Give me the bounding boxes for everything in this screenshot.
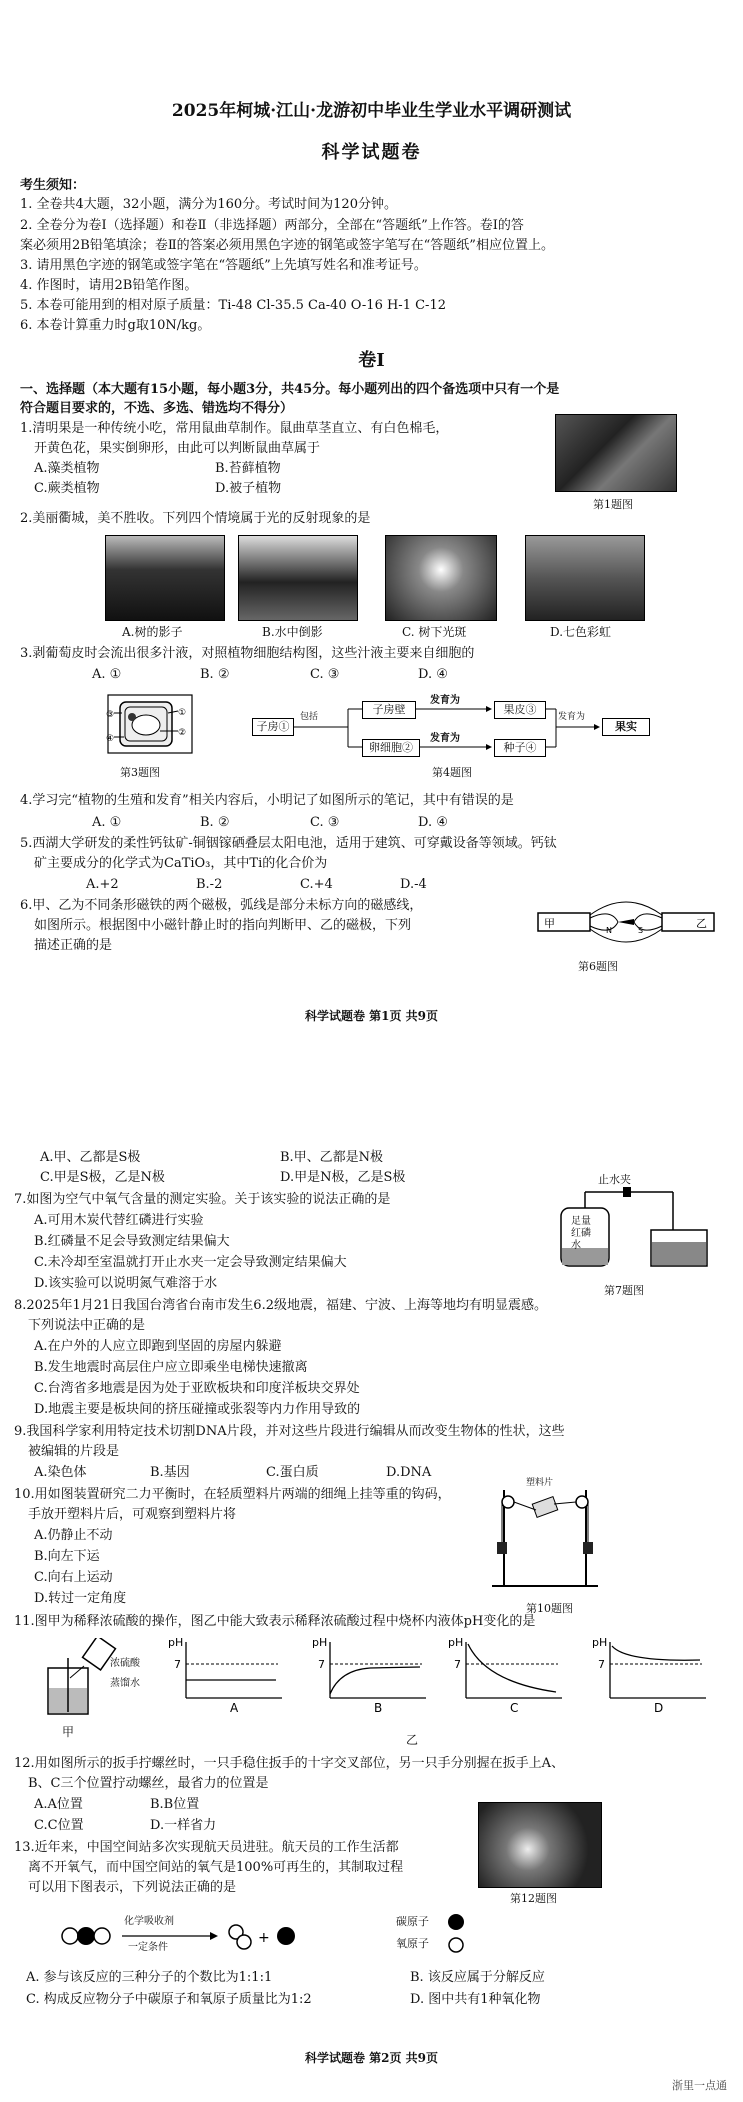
option-c: C. 构成反应物分子中碳原子和氧原子质量比为1:2	[26, 1992, 312, 2007]
question-11-stem: 11.图甲为稀释浓硫酸的操作，图乙中能大致表示稀释浓硫酸过程中烧杯内液体pH变化的是	[14, 1614, 536, 1629]
pole-yi: 乙	[696, 917, 707, 930]
label-contains: 包括	[300, 712, 319, 722]
option-c: C.蛋白质	[266, 1465, 319, 1480]
option-b: B.-2	[196, 877, 223, 892]
peel-box: 果皮③	[494, 701, 546, 719]
question-1-stem: 1.清明果是一种传统小吃，常用鼠曲草制作。鼠曲草茎直立、有白色棉毛，	[20, 421, 449, 436]
option-b: B.红磷量不足会导致测定结果偏大	[34, 1234, 230, 1249]
option-c: C. 树下光斑	[402, 625, 467, 639]
label-condition: 一定条件	[128, 1942, 168, 1953]
cell-label-4: ④	[106, 734, 115, 744]
question-1-stem: 开黄色花，果实倒卵形，由此可以判断鼠曲草属于	[34, 441, 321, 456]
question-8-stem: 下列说法中正确的是	[28, 1318, 146, 1333]
ph-graph-b	[310, 1634, 436, 1714]
option-c: C.+4	[300, 877, 333, 892]
ph-graph-c	[446, 1634, 572, 1714]
page-footer: 科学试题卷 第1页 共9页	[304, 1009, 439, 1023]
legend-oxygen: 氧原子	[396, 1937, 429, 1950]
ph-graph-d	[590, 1634, 716, 1714]
ovule-box: 子房①	[252, 718, 294, 736]
figure-caption: 第4题图	[432, 766, 472, 779]
figure-caption: 第1题图	[593, 498, 633, 511]
legend-carbon: 碳原子	[396, 1915, 429, 1928]
option-a: A.可用木炭代替红磷进行实验	[34, 1213, 204, 1228]
ph-7-label: 7	[454, 1658, 461, 1671]
rainbow-photo	[525, 535, 645, 621]
graph-label-d: D	[654, 1701, 664, 1714]
cell-label-1: ①	[178, 708, 187, 718]
question-3-stem: 3.剥葡萄皮时会流出很多汁液，对照植物细胞结构图，这些汁液主要来自细胞的	[20, 646, 475, 661]
egg-cell-box: 卵细胞②	[362, 739, 420, 757]
option-a: A.树的影子	[122, 625, 183, 639]
ph-axis-label: pH	[168, 1636, 184, 1649]
graph-label-c: C	[510, 1701, 519, 1714]
option-b: B.水中倒影	[262, 625, 323, 639]
exam-subtitle: 科学试题卷	[321, 142, 422, 163]
option-b: B.发生地震时高层住户应立即乘坐电梯快速撤离	[34, 1360, 308, 1375]
option-b: B. ②	[200, 667, 230, 682]
option-c: C. ③	[310, 667, 340, 682]
option-d: D.DNA	[386, 1465, 432, 1480]
question-5-stem: 5.西湖大学研发的柔性钙钛矿-铜铟镓硒叠层太阳电池，适用于建筑、可穿戴设备等领域。钙钛	[20, 836, 557, 851]
option-b: B.基因	[150, 1465, 190, 1480]
option-a: A. ①	[92, 667, 122, 682]
question-6-stem: 6.甲、乙为不同条形磁铁的两个磁极，弧线是部分未标方向的磁感线，	[20, 898, 423, 913]
needle-n: N	[606, 926, 612, 935]
option-c: C.台湾省多地震是因为处于亚欧板块和印度洋板块交界处	[34, 1381, 360, 1396]
note-line: 6. 本卷计算重力时g取10N/kg。	[20, 318, 211, 333]
figure-caption: 第7题图	[604, 1284, 644, 1297]
option-a: A. ①	[92, 815, 122, 830]
ph-graph-a	[166, 1634, 292, 1714]
graph-label-b: B	[374, 1701, 383, 1714]
question-7-stem: 7.如图为空气中氧气含量的测定实验。关于该实验的说法正确的是	[14, 1192, 391, 1207]
plus-sign: +	[258, 1930, 270, 1946]
option-a: A.染色体	[34, 1465, 87, 1480]
needle-s: S	[638, 926, 644, 935]
label-clamp: 止水夹	[598, 1173, 631, 1186]
option-a: A.藻类植物	[34, 461, 100, 476]
section-title: 卷Ⅰ	[358, 350, 385, 371]
part-heading: 符合题目要求的，不选、多选、错选均不得分）	[20, 401, 294, 416]
figure-caption: 第6题图	[578, 960, 618, 973]
option-d: D.甲是N极，乙是S极	[280, 1170, 406, 1185]
option-c: C.蕨类植物	[34, 481, 100, 496]
label-develop: 发育为	[430, 733, 460, 744]
reaction-diagram	[60, 1912, 360, 1962]
option-b: B.甲、乙都是N极	[280, 1150, 384, 1165]
question-8-stem: 8.2025年1月21日我国台湾省台南市发生6.2级地震，福建、宁波、上海等地均有明显震感。	[14, 1298, 547, 1313]
option-b: B. ②	[200, 815, 230, 830]
ph-axis-label: pH	[592, 1636, 608, 1649]
option-c: C.甲是S极，乙是N极	[40, 1170, 165, 1185]
option-d: D.-4	[400, 877, 427, 892]
note-line: 3. 请用黑色字迹的钢笔或签字笔在“答题纸”上先填写姓名和准考证号。	[20, 258, 427, 273]
ph-axis-label: pH	[312, 1636, 328, 1649]
fruit-box: 果实	[602, 718, 650, 736]
water-reflection-photo	[238, 535, 358, 621]
option-c: C.C位置	[34, 1818, 84, 1833]
question-6-stem: 描述正确的是	[34, 938, 113, 953]
label-develop: 发育为	[558, 712, 586, 722]
question-10-stem: 手放开塑料片后，可观察到塑料片将	[28, 1507, 237, 1522]
label-plastic-sheet: 塑料片	[526, 1478, 554, 1488]
two-force-balance-apparatus	[486, 1482, 606, 1594]
cell-label-2: ②	[178, 728, 187, 738]
question-10-stem: 10.用如图装置研究二力平衡时，在轻质塑料片两端的细绳上挂等重的钩码，	[14, 1487, 451, 1502]
option-a: A.+2	[86, 877, 119, 892]
figure-label-jia: 甲	[62, 1725, 75, 1739]
graph-label-a: A	[230, 1701, 239, 1714]
question-5-stem: 矿主要成分的化学式为CaTiO₃，其中Ti的化合价为	[34, 856, 328, 871]
label-develop: 发育为	[430, 695, 460, 706]
question-2-stem: 2.美丽衢城，美不胜收。下列四个情境属于光的反射现象的是	[20, 511, 371, 526]
label-red-phosphorus: 红磷	[571, 1228, 591, 1239]
cudweed-photo	[555, 414, 677, 492]
seed-box: 种子④	[494, 739, 546, 757]
question-12-stem: 12.用如图所示的扳手拧螺丝时，一只手稳住扳手的十字交叉部位，另一只手分别握在扳手上A、	[14, 1756, 565, 1771]
option-b: B.B位置	[150, 1797, 200, 1812]
option-b: B.向左下运	[34, 1549, 100, 1564]
ovary-wall-box: 子房壁	[362, 701, 416, 719]
option-a: A.A位置	[34, 1797, 83, 1812]
part-heading: 一、选择题（本大题有15小题，每小题3分，共45分。每小题列出的四个备选项中只有一个是	[20, 382, 560, 397]
cell-label-3: ③	[106, 710, 115, 720]
ph-7-label: 7	[174, 1658, 181, 1671]
label-distilled-water: 蒸馏水	[110, 1678, 140, 1689]
watermark: 浙里一点通	[672, 2079, 727, 2092]
option-d: D.一样省力	[150, 1818, 217, 1833]
option-d: D.该实验可以说明氮气难溶于水	[34, 1276, 218, 1291]
wrench-photo	[478, 1802, 602, 1888]
ph-7-label: 7	[318, 1658, 325, 1671]
figure-caption: 第12题图	[510, 1892, 557, 1905]
magnet-field-diagram	[536, 893, 716, 951]
option-a: A. 参与该反应的三种分子的个数比为1:1:1	[26, 1970, 273, 1985]
plant-cell-diagram	[106, 693, 194, 755]
option-c: C.未冷却至室温就打开止水夹一定会导致测定结果偏大	[34, 1255, 347, 1270]
question-9-stem: 被编辑的片段是	[28, 1444, 120, 1459]
question-4-stem: 4.学习完“植物的生殖和发育”相关内容后，小明记了如图所示的笔记，其中有错误的是	[20, 793, 514, 808]
note-line: 4. 作图时，请用2B铅笔作图。	[20, 278, 198, 293]
label-enough: 足量	[571, 1216, 591, 1227]
ph-axis-label: pH	[448, 1636, 464, 1649]
option-c: C.向右上运动	[34, 1570, 113, 1585]
option-a: A.在户外的人应立即跑到坚固的房屋内躲避	[34, 1339, 282, 1354]
note-line: 2. 全卷分为卷Ⅰ（选择题）和卷Ⅱ（非选择题）两部分，全部在“答题纸”上作答。卷Ⅰ的答	[20, 218, 524, 233]
label-water: 水	[571, 1240, 581, 1251]
question-6-stem: 如图所示。根据图中小磁针静止时的指向判断甲、乙的磁极，下列	[34, 918, 412, 933]
option-a: A.甲、乙都是S极	[40, 1150, 141, 1165]
exam-page-1	[0, 0, 743, 1050]
page-footer: 科学试题卷 第2页 共9页	[304, 2051, 439, 2065]
option-b: B. 该反应属于分解反应	[410, 1970, 545, 1985]
note-line: 案必须用2B铅笔填涂；卷Ⅱ的答案必须用黑色字迹的钢笔或签字笔写在“答题纸”相应位置上。	[20, 238, 554, 253]
exam-page-2	[0, 1050, 743, 2102]
pole-jia: 甲	[544, 917, 555, 930]
option-d: D.七色彩虹	[550, 625, 612, 639]
option-d: D.转过一定角度	[34, 1591, 127, 1606]
option-c: C. ③	[310, 815, 340, 830]
atom-legend-icons	[444, 1912, 468, 1956]
figure-label-yi: 乙	[406, 1733, 419, 1747]
label-absorbent: 化学吸收剂	[124, 1916, 174, 1927]
question-13-stem: 可以用下图表示，下列说法正确的是	[28, 1880, 237, 1895]
option-a: A.仍静止不动	[34, 1528, 113, 1543]
option-d: D. ④	[418, 815, 448, 830]
ph-7-label: 7	[598, 1658, 605, 1671]
figure-caption: 第3题图	[120, 766, 160, 779]
option-d: D.地震主要是板块间的挤压碰撞或张裂等内力作用导致的	[34, 1402, 361, 1417]
option-d: D.被子植物	[215, 481, 282, 496]
notes-header: 考生须知：	[20, 178, 86, 193]
light-spot-photo	[385, 535, 497, 621]
question-13-stem: 13.近年来，中国空间站多次实现航天员进驻。航天员的工作生活都	[14, 1840, 399, 1855]
figure-caption: 第10题图	[526, 1602, 573, 1615]
note-line: 1. 全卷共4大题，32小题，满分为160分。考试时间为120分钟。	[20, 197, 397, 212]
option-b: B.苔藓植物	[215, 461, 281, 476]
exam-title: 2025年柯城·江山·龙游初中毕业生学业水平调研测试	[171, 101, 572, 121]
question-12-stem: B、C三个位置拧动螺丝，最省力的位置是	[28, 1776, 269, 1791]
option-d: D. 图中共有1种氧化物	[410, 1992, 541, 2007]
option-d: D. ④	[418, 667, 448, 682]
question-9-stem: 9.我国科学家利用特定技术切割DNA片段，并对这些片段进行编辑从而改变生物体的性状，这些	[14, 1424, 565, 1439]
note-line: 5. 本卷可能用到的相对原子质量：Ti-48 Cl-35.5 Ca-40 O-16 H-1 C-12	[20, 298, 446, 313]
question-13-stem: 离不开氧气，而中国空间站的氧气是100%可再生的，其制取过程	[28, 1860, 404, 1875]
tree-shadow-photo	[105, 535, 225, 621]
label-concentrated-acid: 浓硫酸	[110, 1658, 140, 1669]
